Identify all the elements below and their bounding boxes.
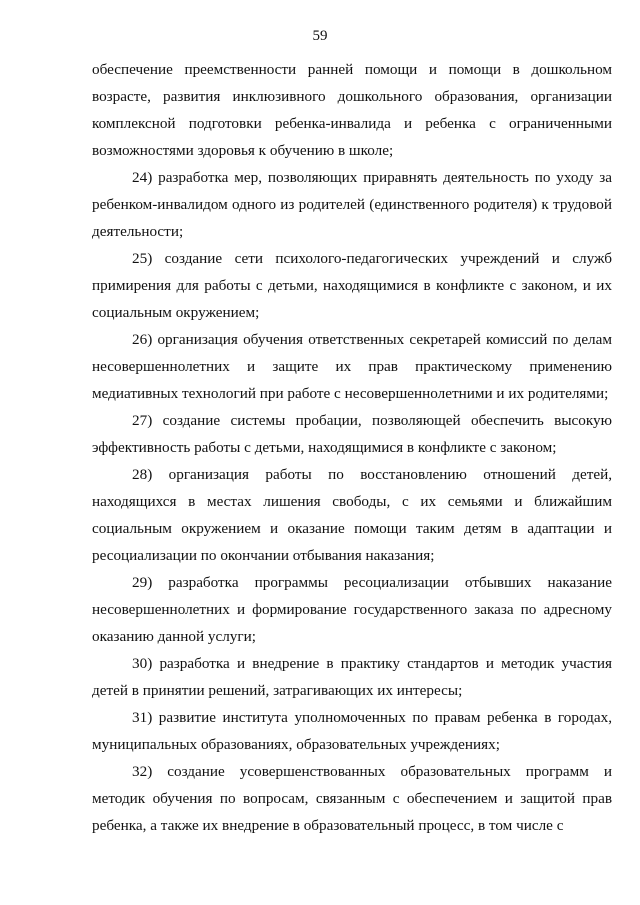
paragraph-continuation: обеспечение преемственности ранней помощи и помощи в дошкольном возрасте, развития инклюзивного дошкольного образования, организации комплексной подготовки ребенка-инвалида и ребенка с ограниченными возможностями здоровья к обучению в школе;	[92, 61, 612, 159]
document-body	[92, 56, 612, 839]
list-item-31: 31) развитие института уполномоченных по правам ребенка в городах, муниципальных образованиях, образовательных учреждениях;	[92, 709, 612, 753]
list-item-25: 25) создание сети психолого-педагогических учреждений и служб примирения для работы с детьми, находящимися в конфликте с законом, и их социальным окружением;	[92, 250, 612, 321]
list-item-32: 32) создание усовершенствованных образовательных программ и методик обучения по вопросам, связанным с обеспечением и защитой прав ребенка, а также их внедрение в образовательный процесс, в том числе с	[92, 763, 612, 834]
list-item-27: 27) создание системы пробации, позволяющей обеспечить высокую эффективность работы с детьми, находящимися в конфликте с законом;	[92, 412, 612, 456]
list-item-29: 29) разработка программы ресоциализации отбывших наказание несовершеннолетних и формирование государственного заказа по адресному оказанию данной услуги;	[92, 574, 612, 645]
list-item-26: 26) организация обучения ответственных секретарей комиссий по делам несовершеннолетних и защите их прав практическому применению медиативных технологий при работе с несовершеннолетними и их родителями;	[92, 331, 612, 402]
list-item-30: 30) разработка и внедрение в практику стандартов и методик участия детей в принятии решений, затрагивающих их интересы;	[92, 655, 612, 699]
list-item-24: 24) разработка мер, позволяющих приравнять деятельность по уходу за ребенком-инвалидом одного из родителей (единственного родителя) к трудовой деятельности;	[92, 169, 612, 240]
list-item-28: 28) организация работы по восстановлению отношений детей, находящихся в местах лишения свободы, с их семьями и ближайшим социальным окружением и оказание помощи таким детям в адаптации и ресоциализации по окончании отбывания наказания;	[92, 466, 612, 564]
page-number: 59	[312, 28, 328, 44]
